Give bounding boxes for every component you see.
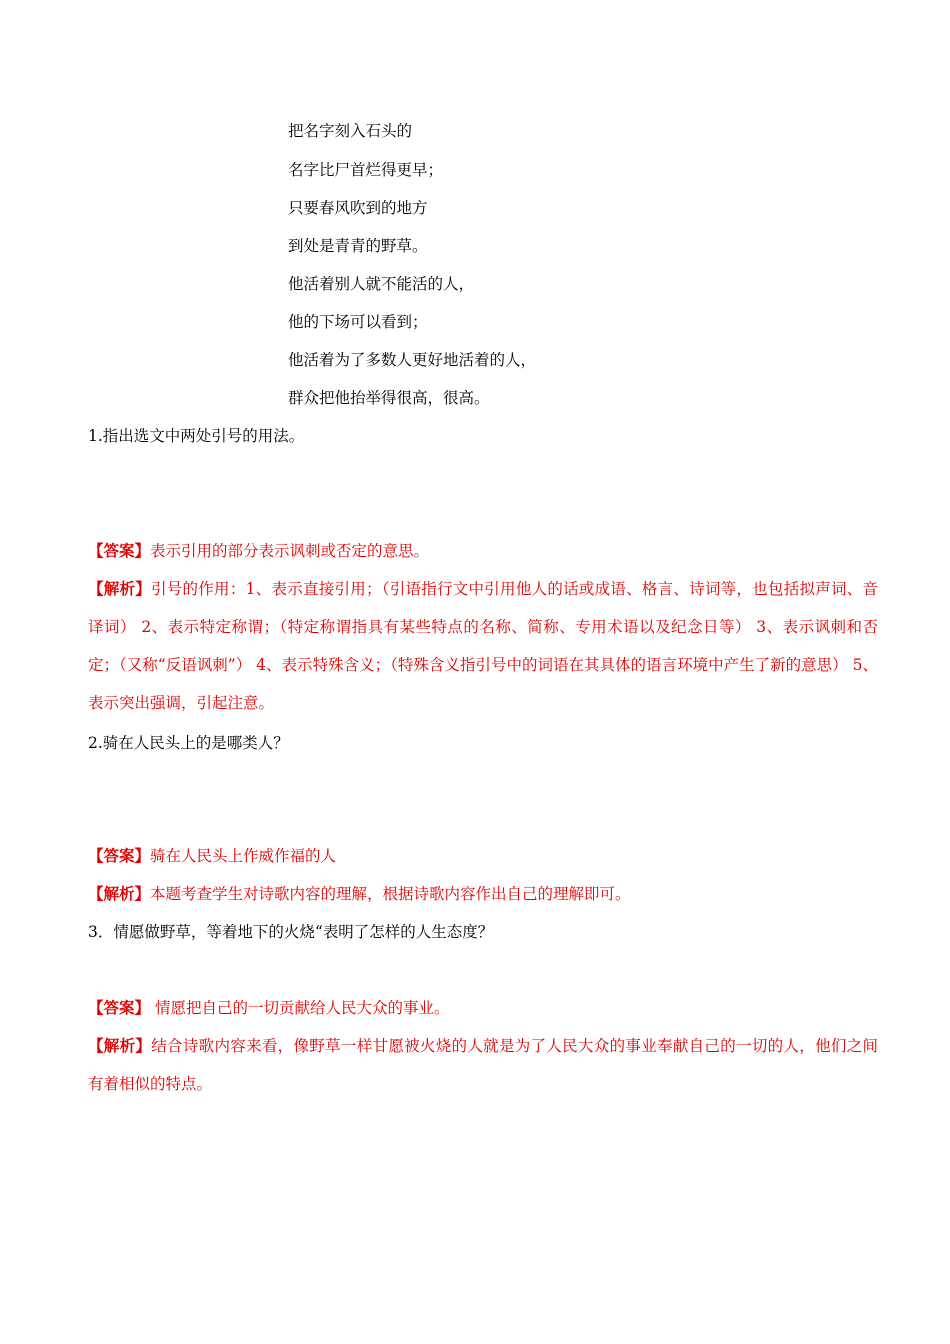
answer-tag: 【答案】 (88, 541, 151, 560)
answer-tag: 【答案】 (88, 846, 151, 865)
answer-3 (88, 998, 449, 1018)
answer-2 (88, 846, 336, 866)
poem-line: 名字比尸首烂得更早； (288, 161, 444, 179)
poem-line: 只要春风吹到的地方 (288, 199, 428, 217)
analysis-3 (88, 1027, 878, 1103)
question-3: 3．情愿做野草，等着地下的火烧“表明了怎样的人生态度？ (88, 923, 494, 941)
answer-tag: 【答案】 (88, 998, 151, 1017)
poem-line: 他的下场可以看到； (288, 313, 428, 331)
poem-line: 把名字刻入石头的 (288, 122, 413, 140)
analysis-text: 结合诗歌内容来看，像野草一样甘愿被火烧的人就是为了人民大众的事业奉献自己的一切的人，他们之间有着相似的特点。 (88, 1037, 878, 1093)
analysis-tag: 【解析】 (88, 579, 152, 598)
question-1: 1.指出选文中两处引号的用法。 (88, 427, 305, 445)
answer-text: 表示引用的部分表示讽刺或否定的意思。 (150, 542, 430, 560)
answer-text: 骑在人民头上作威作福的人 (150, 847, 337, 865)
poem-line: 他活着别人就不能活的人， (288, 275, 475, 293)
poem-line: 他活着为了多数人更好地活着的人， (288, 351, 537, 369)
poem-line: 到处是青青的野草。 (288, 237, 428, 255)
analysis-tag: 【解析】 (88, 1036, 152, 1055)
poem-line: 群众把他抬举得很高，很高。 (288, 389, 490, 407)
question-2: 2.骑在人民头上的是哪类人？ (88, 734, 289, 752)
analysis-tag: 【解析】 (88, 884, 151, 903)
answer-1 (88, 541, 429, 561)
answer-text: 情愿把自己的一切贡献给人民大众的事业。 (150, 999, 450, 1017)
analysis-2 (88, 884, 631, 904)
analysis-text: 引号的作用：1、表示直接引用；（引语指行文中引用他人的话或成语、格言、诗词等，也包括拟声词、音译词） 2、表示特定称谓；（特定称谓指具有某些特点的名称、简称、专用术语以及纪念日等） 3、表示讽刺和否定；（又称“反语讽刺”） 4、表示特殊含义；（特殊含义指引号中的词语在其具体的语言环境中产生了新的意思） 5、表示突出强调，引起注意。 (88, 580, 878, 712)
analysis-1 (88, 570, 878, 722)
analysis-text: 本题考查学生对诗歌内容的理解，根据诗歌内容作出自己的理解即可。 (150, 885, 631, 903)
